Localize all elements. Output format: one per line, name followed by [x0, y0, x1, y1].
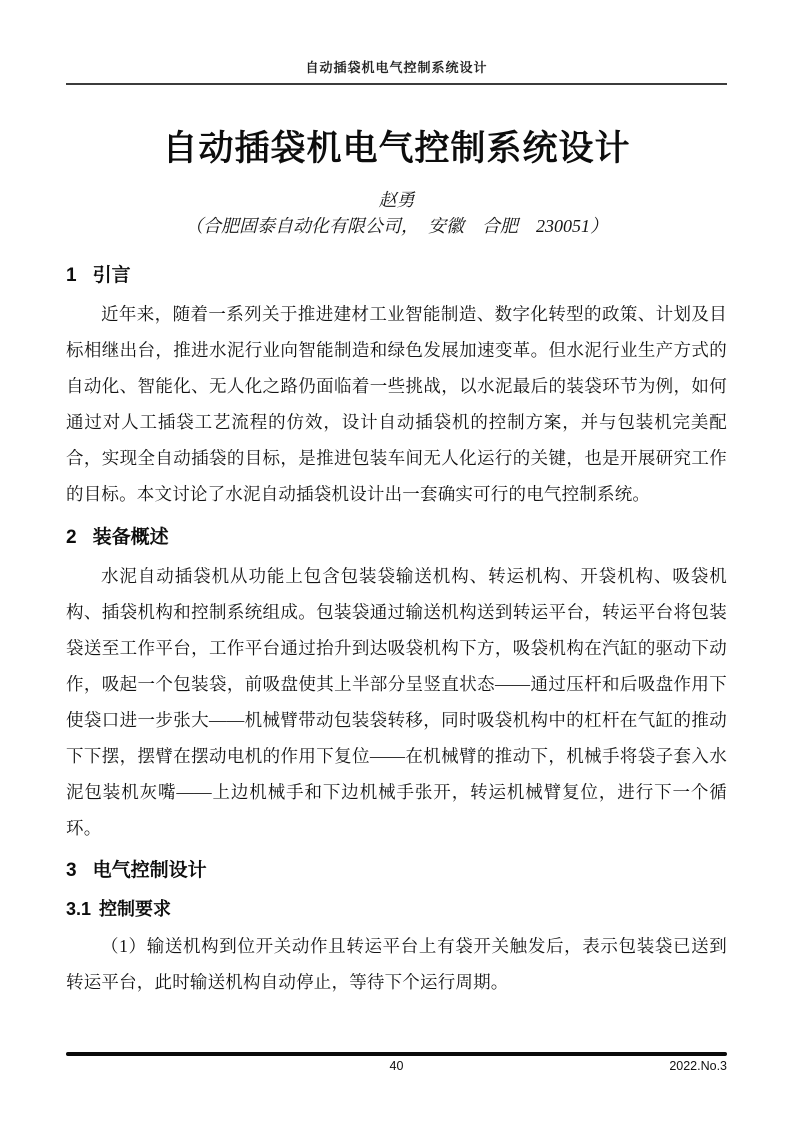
- subsection-3-1-number: 3.1: [66, 898, 92, 919]
- page-content: [66, 0, 727, 1000]
- running-header-title: 自动插袋机电气控制系统设计: [305, 60, 488, 75]
- section-1-heading: [66, 264, 727, 289]
- author-affiliation: （合肥固泰自动化有限公司， 安徽 合肥 230051）: [185, 215, 608, 236]
- section-2-heading: [66, 526, 727, 551]
- page-title: 自动插袋机电气控制系统设计: [162, 129, 631, 168]
- subsection-3-1-paragraph: （1）输送机构到位开关动作且转运平台上有袋开关触发后，表示包装袋已送到转运平台，此时输送机构自动停止，等待下个运行周期。: [66, 935, 727, 992]
- section-1-number: 1: [66, 265, 77, 287]
- author-name: 赵勇: [378, 190, 415, 211]
- subsection-3-1-heading: [66, 898, 727, 921]
- footer-rule: [66, 1052, 727, 1056]
- footer-row: [66, 1059, 727, 1075]
- section-introduction: [66, 264, 727, 512]
- section-2-number: 2: [66, 527, 77, 549]
- section-electrical-control-design: [66, 859, 727, 1000]
- page-number: 40: [389, 1059, 404, 1073]
- header-rule: [66, 83, 727, 85]
- section-3-title: 电气控制设计: [92, 859, 207, 881]
- section-equipment-overview: [66, 526, 727, 846]
- section-1-title: 引言: [92, 265, 131, 287]
- issue-label: 2022.No.3: [669, 1059, 727, 1073]
- section-3-number: 3: [66, 859, 77, 881]
- section-2-title: 装备概述: [92, 527, 169, 549]
- section-1-paragraph: 近年来，随着一系列关于推进建材工业智能制造、数字化转型的政策、计划及目标相继出台，推进水泥行业向智能制造和绿色发展加速变革。但水泥行业生产方式的自动化、智能化、无人化之路仍面临着一些挑战，以水泥最后的装袋环节为例，如何通过对人工插袋工艺流程的仿效，设计自动插袋机的控制方案，并与包装机完美配合，实现全自动插袋的目标，是推进包装车间无人化运行的关键，也是开展研究工作的目标。本文讨论了水泥自动插袋机设计出一套确实可行的电气控制系统。: [66, 304, 727, 505]
- section-2-paragraph: 水泥自动插袋机从功能上包含包装袋输送机构、转运机构、开袋机构、吸袋机构、插袋机构和控制系统组成。包装袋通过输送机构送到转运平台，转运平台将包装袋送至工作平台，工作平台通过抬升到达吸袋机构下方，吸袋机构在汽缸的驱动下动作，吸起一个包装袋，前吸盘使其上半部分呈竖直状态——通过压杆和后吸盘作用下使袋口进一步张大——机械臂带动包装袋转移，同时吸袋机构中的杠杆在气缸的推动下下摆，摆臂在摆动电机的作用下复位——在机械臂的推动下，机械手将袋子套入水泥包装机灰嘴——上边机械手和下边机械手张开，转运机械臂复位，进行下一个循环。: [66, 565, 727, 838]
- subsection-3-1-title: 控制要求: [99, 898, 172, 919]
- section-3-heading: [66, 859, 727, 884]
- page-footer: [66, 1052, 727, 1075]
